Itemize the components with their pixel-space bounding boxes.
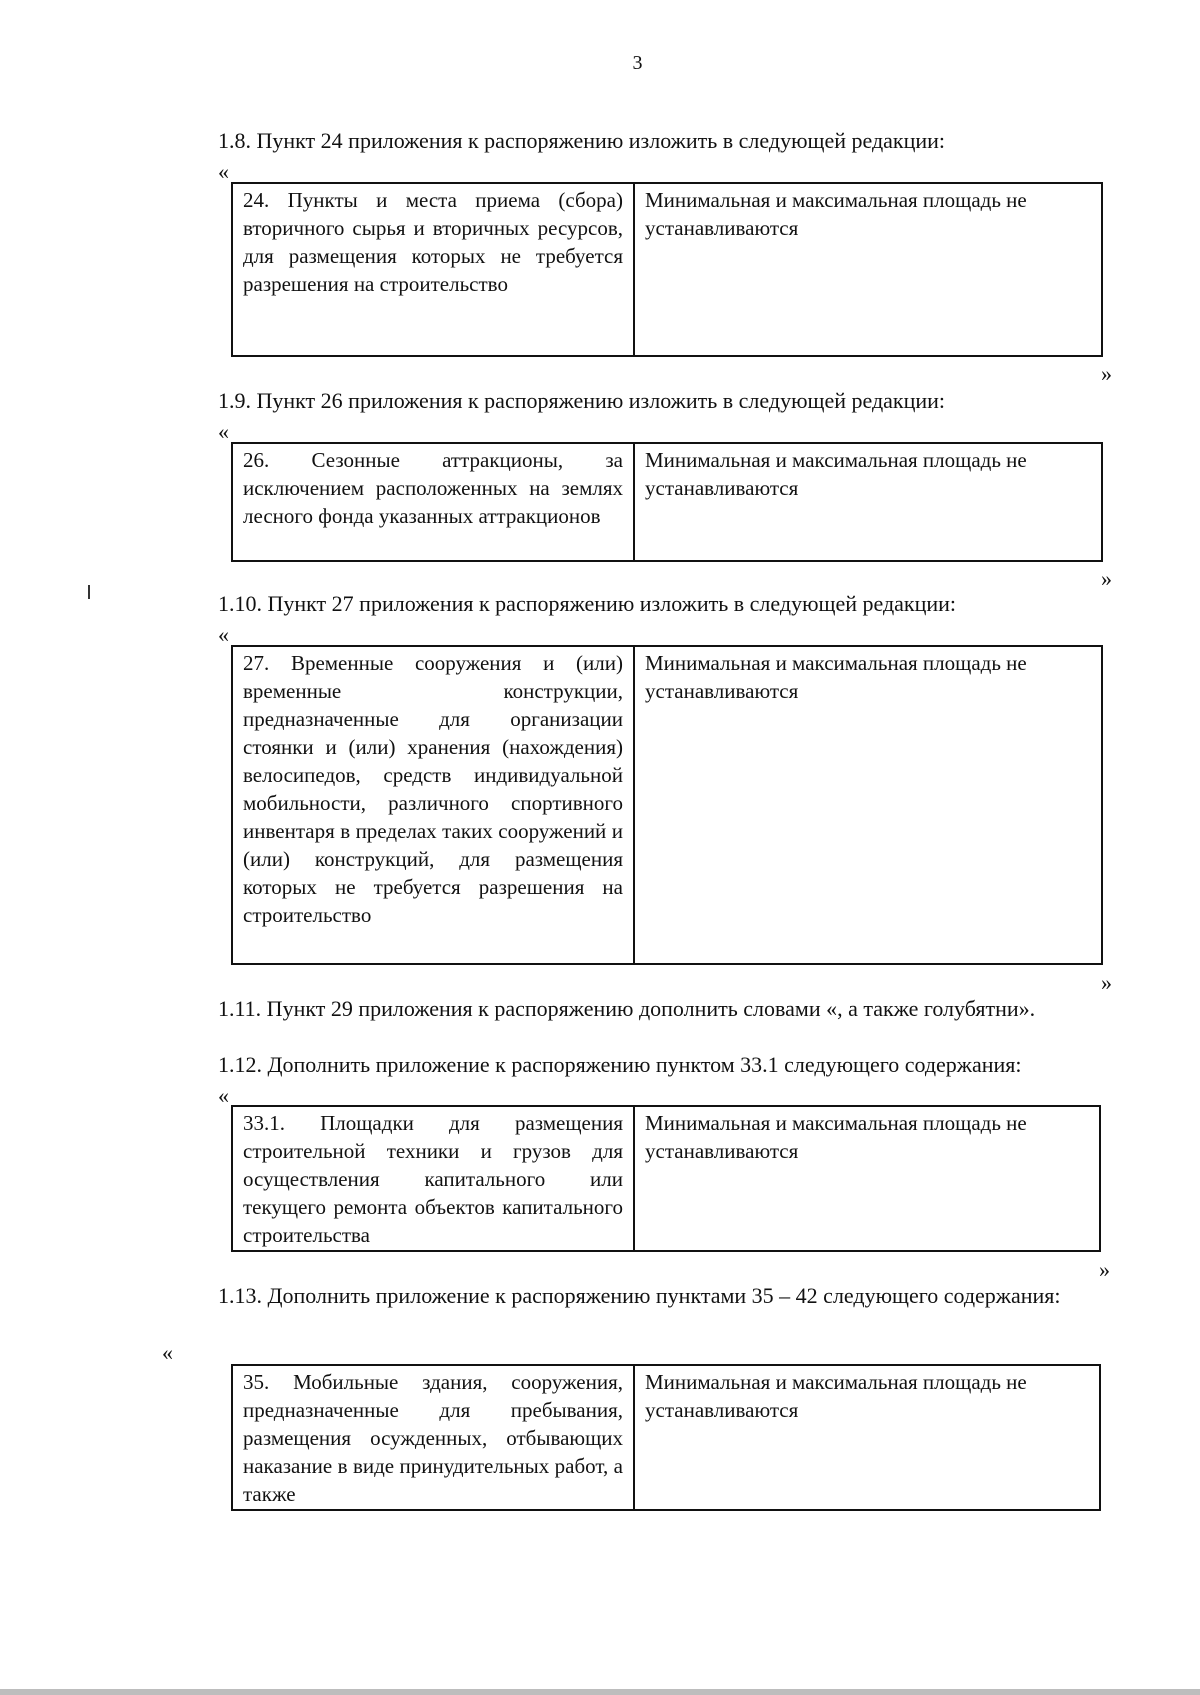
paragraph-1-13: 1.13. Дополнить приложение к распоряжению пунктами 35 – 42 следующего содержания: (218, 1283, 1061, 1308)
table-item-26 (231, 442, 1103, 562)
table-item-27-name: 27. Временные сооружения и (или) временные конструкции, предназначенные для организации стоянки и (или) хранения (нахождения) велосипедов, средств индивидуальной мобильности, различного спортивного инвентаря в пределах таких сооружений и (или) конструкций, для размещения которых не требуется разрешения на строительство (232, 646, 634, 964)
table-item-24 (231, 182, 1103, 357)
table-item-35-area: Минимальная и максимальная площадь не устанавливаются (634, 1365, 1100, 1510)
open-quote-1-8: « (218, 159, 229, 184)
paragraph-1-12: 1.12. Дополнить приложение к распоряжению пунктом 33.1 следующего содержания: (218, 1052, 1022, 1077)
table-item-24-name: 24. Пункты и места приема (сбора) вторичного сырья и вторичных ресурсов, для размещения которых не требуется разрешения на строительство (232, 183, 634, 356)
table-item-27 (231, 645, 1103, 965)
table-item-27-area: Минимальная и максимальная площадь не устанавливаются (634, 646, 1102, 964)
scan-bottom-edge (0, 1689, 1200, 1695)
open-quote-1-10: « (218, 622, 229, 647)
open-quote-1-9: « (218, 419, 229, 444)
table-item-26-area: Минимальная и максимальная площадь не устанавливаются (634, 443, 1102, 561)
page-number: 3 (632, 52, 643, 74)
close-quote-1-9: » (1101, 566, 1112, 591)
close-quote-1-10: » (1101, 970, 1112, 995)
open-quote-1-13: « (162, 1340, 173, 1365)
table-item-26-name: 26. Сезонные аттракционы, за исключением расположенных на землях лесного фонда указанных аттракционов (232, 443, 634, 561)
close-quote-1-12: » (1099, 1257, 1110, 1282)
paragraph-1-9: 1.9. Пункт 26 приложения к распоряжению изложить в следующей редакции: (218, 388, 946, 413)
table-item-24-area: Минимальная и максимальная площадь не устанавливаются (634, 183, 1102, 356)
table-item-35-name: 35. Мобильные здания, сооружения, предназначенные для пребывания, размещения осужденных, отбывающих наказание в виде принудительных работ, а также (232, 1365, 634, 1510)
paragraph-1-8: 1.8. Пункт 24 приложения к распоряжению изложить в следующей редакции: (218, 128, 946, 153)
close-quote-1-8: » (1101, 361, 1112, 386)
table-item-35 (231, 1364, 1101, 1511)
paragraph-1-11: 1.11. Пункт 29 приложения к распоряжению дополнить словами «, а также голубятни». (218, 996, 1036, 1021)
table-item-33-1-name: 33.1. Площадки для размещения строительной техники и грузов для осуществления капитального или текущего ремонта объектов капитального строительства (232, 1106, 634, 1251)
table-item-33-1-area: Минимальная и максимальная площадь не устанавливаются (634, 1106, 1100, 1251)
table-item-33-1 (231, 1105, 1101, 1252)
margin-mark (88, 585, 90, 599)
open-quote-1-12: « (218, 1083, 229, 1108)
paragraph-1-10: 1.10. Пункт 27 приложения к распоряжению изложить в следующей редакции: (218, 591, 957, 616)
